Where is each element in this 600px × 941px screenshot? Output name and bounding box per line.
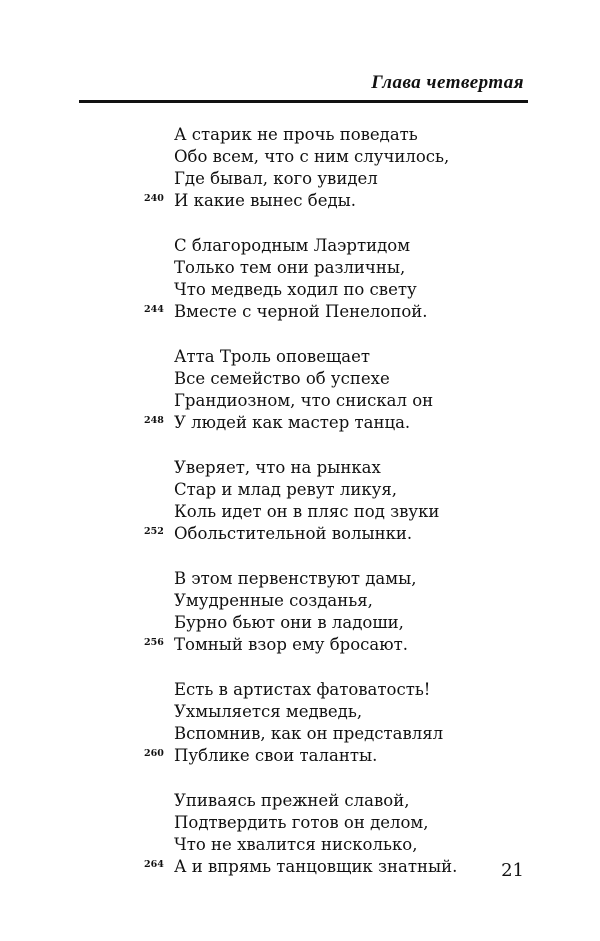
poem-line (144, 523, 457, 545)
line-number: 256 (144, 637, 164, 648)
poem-line-text: Публике свои таланты. (174, 746, 378, 765)
page-number: 21 (501, 860, 524, 881)
chapter-title: Глава четвертая (371, 72, 524, 93)
line-number: 244 (144, 304, 164, 315)
line-number: 260 (144, 748, 164, 759)
poem-line-text: У людей как мастер танца. (174, 413, 411, 432)
line-number: 248 (144, 415, 164, 426)
poem-line: Ухмыляется медведь, (174, 702, 363, 721)
poem-line: С благородным Лаэртидом (174, 236, 411, 255)
poem-line (144, 190, 457, 212)
poem-line: Все семейство об успехе (174, 369, 390, 388)
stanza (144, 568, 457, 656)
poem-line: Коль идет он в пляс под звуки (174, 502, 440, 521)
poem-line-text: Вместе с черной Пенелопой. (174, 302, 428, 321)
stanza (144, 457, 457, 545)
poem-line-text: Томный взор ему бросают. (174, 635, 408, 654)
poem-line-text: А и впрямь танцовщик знатный. (174, 857, 458, 876)
poem-line: В этом первенствуют дамы, (174, 569, 417, 588)
line-number: 252 (144, 526, 164, 537)
stanza (144, 235, 457, 323)
poem-line (144, 745, 457, 767)
poem-line: Бурно бьют они в ладоши, (174, 613, 404, 632)
poem-line-text: И какие вынес беды. (174, 191, 357, 210)
poem-line: Обо всем, что с ним случилось, (174, 147, 450, 166)
poem-line: Умудренные созданья, (174, 591, 373, 610)
poem-text (144, 124, 458, 901)
poem-line: Стар и млад ревут ликуя, (174, 480, 398, 499)
poem-line (144, 856, 458, 878)
poem-line: Атта Троль оповещает (174, 347, 371, 366)
poem-line (144, 301, 457, 323)
stanza (144, 124, 457, 212)
stanza (144, 790, 458, 878)
poem-line (144, 634, 457, 656)
poem-line: Что не хвалится нисколько, (174, 835, 418, 854)
poem-line: Упиваясь прежней славой, (174, 791, 410, 810)
poem-line: Есть в артистах фатоватость! (174, 680, 431, 699)
poem-line: Только тем они различны, (174, 258, 406, 277)
poem-line: Грандиозном, что снискал он (174, 391, 434, 410)
poem-line: Что медведь ходил по свету (174, 280, 417, 299)
poem-line-text: Обольстительной волынки. (174, 524, 413, 543)
poem-line: А старик не прочь поведать (174, 125, 418, 144)
header-divider (79, 100, 528, 103)
poem-line (144, 412, 457, 434)
poem-line: Уверяет, что на рынках (174, 458, 381, 477)
poem-line: Вспомнив, как он представлял (174, 724, 444, 743)
stanza (144, 346, 457, 434)
line-number: 240 (144, 193, 164, 204)
poem-line: Где бывал, кого увидел (174, 169, 378, 188)
line-number: 264 (144, 859, 164, 870)
stanza (144, 679, 457, 767)
poem-line: Подтвердить готов он делом, (174, 813, 429, 832)
